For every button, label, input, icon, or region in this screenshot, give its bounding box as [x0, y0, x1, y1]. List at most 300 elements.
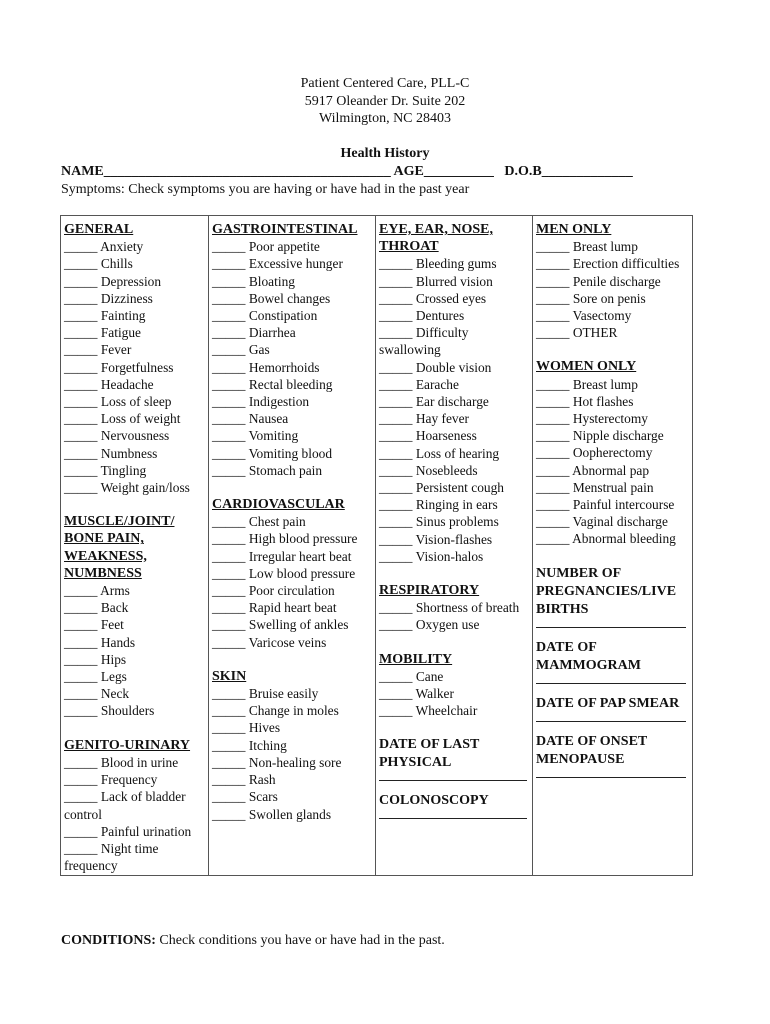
pregnancies-field[interactable] [536, 619, 686, 628]
check-blank[interactable]: _____ [379, 703, 413, 719]
check-blank[interactable]: _____ [64, 325, 98, 341]
check-blank[interactable]: _____ [64, 600, 98, 616]
item-label: Fainting [97, 308, 146, 324]
checklist-item [379, 359, 532, 376]
check-blank[interactable]: _____ [64, 634, 98, 650]
item-label: Penile discharge [569, 273, 661, 289]
item-label: Bloating [245, 273, 295, 289]
checklist-item [536, 273, 694, 290]
checklist-item [64, 376, 208, 393]
gastro-heading: GASTROINTESTINAL [212, 222, 358, 237]
checklist-item [212, 530, 375, 547]
check-blank[interactable]: _____ [64, 394, 98, 410]
checklist-item [379, 255, 532, 272]
gastro-list [212, 238, 375, 479]
column-2 [208, 216, 375, 875]
check-blank[interactable]: _____ [379, 325, 413, 341]
checklist-item [64, 273, 208, 290]
item-label: High blood pressure [245, 531, 358, 547]
check-blank[interactable]: _____ [379, 531, 413, 547]
checklist-item [64, 616, 208, 633]
check-blank[interactable]: _____ [379, 256, 413, 272]
checklist-item [64, 290, 208, 307]
check-blank[interactable]: _____ [64, 428, 98, 444]
checklist-item [379, 496, 532, 513]
dob-field[interactable]: _____________ [541, 164, 633, 179]
check-blank[interactable]: _____ [212, 531, 246, 547]
mammogram-label: DATE OF MAMMOGRAM [536, 639, 641, 673]
checklist-item [212, 616, 375, 633]
checklist-item [212, 445, 375, 462]
column-3 [375, 216, 532, 875]
item-label: Loss of sleep [97, 394, 172, 410]
muscle-heading: MUSCLE/JOINT/ BONE PAIN, WEAKNESS, NUMBNESS [64, 514, 175, 581]
item-label: Walker [412, 686, 454, 702]
skin-list [212, 685, 375, 823]
check-blank[interactable]: _____ [212, 617, 246, 633]
checklist-item [536, 376, 694, 393]
item-label: Indigestion [245, 394, 310, 410]
item-label: Chest pain [245, 514, 306, 530]
checklist-item [64, 479, 208, 496]
item-label: Oxygen use [412, 617, 480, 633]
item-label: Tingling [97, 462, 147, 478]
check-blank[interactable]: _____ [212, 634, 246, 650]
menopause-field[interactable] [536, 769, 686, 778]
item-label: Constipation [245, 308, 318, 324]
item-label: Gas [245, 342, 270, 358]
item-label: Double vision [412, 359, 492, 375]
column-1 [61, 216, 208, 875]
checklist-item [212, 359, 375, 376]
mobility-list [379, 668, 532, 720]
check-blank[interactable]: _____ [212, 514, 246, 530]
checklist-item [64, 840, 208, 874]
item-label: Vaginal discharge [569, 514, 668, 530]
item-label: Bleeding gums [412, 256, 497, 272]
checklist-item [536, 410, 694, 427]
check-blank[interactable]: _____ [536, 445, 570, 461]
item-label: Ringing in ears [412, 497, 498, 513]
genito-heading: GENITO-URINARY [64, 737, 191, 753]
skin-heading: SKIN [212, 668, 247, 684]
item-label: Low blood pressure [245, 565, 356, 581]
check-blank[interactable]: _____ [536, 479, 570, 495]
check-blank[interactable]: _____ [212, 720, 246, 736]
checklist-item [212, 255, 375, 272]
checklist-item [212, 754, 375, 771]
checklist-item [212, 685, 375, 702]
item-label: Hands [97, 634, 136, 650]
check-blank[interactable]: _____ [64, 376, 98, 392]
checklist-item [379, 531, 532, 548]
check-blank[interactable]: _____ [536, 308, 570, 324]
item-label: Loss of hearing [412, 445, 500, 461]
item-label: Ear discharge [412, 394, 489, 410]
checklist-item [212, 806, 375, 823]
check-blank[interactable]: _____ [212, 428, 246, 444]
item-label: Cane [412, 668, 444, 684]
check-blank[interactable]: _____ [64, 462, 98, 478]
check-blank[interactable]: _____ [212, 394, 246, 410]
checklist-item [212, 719, 375, 736]
men-list [536, 238, 694, 341]
checklist-item [536, 513, 694, 530]
checklist-item [212, 410, 375, 427]
checklist-item [64, 307, 208, 324]
checklist-item [64, 685, 208, 702]
respiratory-list [379, 599, 532, 633]
check-blank[interactable]: _____ [379, 617, 413, 633]
check-blank[interactable]: _____ [64, 445, 98, 461]
check-blank[interactable]: _____ [212, 686, 246, 702]
item-label: Hives [245, 720, 281, 736]
item-label: Hemorrhoids [245, 359, 320, 375]
check-blank[interactable]: _____ [379, 497, 413, 513]
check-blank[interactable]: _____ [536, 376, 570, 392]
checklist-item [64, 634, 208, 651]
check-blank[interactable]: _____ [64, 359, 98, 375]
check-blank[interactable]: _____ [64, 617, 98, 633]
check-blank[interactable]: _____ [212, 754, 246, 770]
check-blank[interactable]: _____ [379, 480, 413, 496]
check-blank[interactable]: _____ [379, 273, 413, 289]
check-blank[interactable]: _____ [64, 583, 98, 599]
checklist-item [212, 307, 375, 324]
check-blank[interactable]: _____ [64, 823, 98, 839]
checklist-item [379, 616, 532, 633]
check-blank[interactable]: _____ [64, 669, 98, 685]
checklist-item [379, 290, 532, 307]
check-blank[interactable]: _____ [64, 342, 98, 358]
check-blank[interactable]: _____ [536, 514, 570, 530]
checklist-item [536, 393, 694, 410]
check-blank[interactable]: _____ [212, 239, 246, 255]
item-label: Abnormal bleeding [569, 531, 676, 547]
item-label: Night time frequency [64, 840, 159, 874]
item-label: Nausea [245, 411, 289, 427]
item-label: Swelling of ankles [245, 617, 349, 633]
colonoscopy-field[interactable] [379, 810, 527, 819]
check-blank[interactable]: _____ [212, 789, 246, 805]
conditions-text: Check conditions you have or have had in the past. [159, 933, 445, 948]
item-label: Back [97, 600, 129, 616]
check-blank[interactable]: _____ [536, 531, 570, 547]
check-blank[interactable]: _____ [536, 256, 570, 272]
checklist-item [536, 238, 694, 255]
practice-address: 5917 Oleander Dr. Suite 202 [304, 93, 466, 109]
check-blank[interactable]: _____ [212, 325, 246, 341]
checklist-item [379, 393, 532, 410]
check-blank[interactable]: _____ [212, 737, 246, 753]
check-blank[interactable]: _____ [379, 308, 413, 324]
checklist-item [379, 513, 532, 530]
check-blank[interactable]: _____ [64, 754, 98, 770]
check-blank[interactable]: _____ [64, 480, 98, 496]
item-label: Rash [245, 772, 276, 788]
item-label: Vomiting [245, 428, 299, 444]
checklist-item [212, 634, 375, 651]
checklist-item [212, 565, 375, 582]
item-label: Nervousness [97, 428, 170, 444]
conditions-label: CONDITIONS: [61, 933, 156, 948]
item-label: Menstrual pain [569, 479, 654, 495]
check-blank[interactable]: _____ [536, 462, 570, 478]
item-label: Crossed eyes [412, 290, 487, 306]
last-physical-field[interactable] [379, 772, 527, 781]
checklist-item [212, 462, 375, 479]
item-label: Hoarseness [412, 428, 477, 444]
item-label: Scars [245, 789, 278, 805]
checklist-item [379, 273, 532, 290]
item-label: Vision-flashes [412, 531, 493, 547]
item-label: OTHER [569, 325, 618, 341]
item-label: Vasectomy [569, 308, 632, 324]
symptoms-instructions: Symptoms: Check symptoms you are having or have had in the past year [61, 182, 470, 197]
item-label: Breast lump [569, 239, 638, 255]
checklist-item [64, 599, 208, 616]
item-label: Vomiting blood [245, 445, 333, 461]
check-blank[interactable]: _____ [379, 445, 413, 461]
general-list [64, 238, 208, 496]
item-label: Sinus problems [412, 514, 499, 530]
dob-label: D.O.B [504, 164, 542, 179]
checklist-item [379, 410, 532, 427]
item-label: Bowel changes [245, 290, 331, 306]
checklist-item [536, 462, 694, 479]
checklist-item [212, 788, 375, 805]
item-label: Shortness of breath [412, 600, 520, 616]
check-blank[interactable]: _____ [212, 256, 246, 272]
checklist-item [64, 582, 208, 599]
check-blank[interactable]: _____ [212, 772, 246, 788]
check-blank[interactable]: _____ [212, 342, 246, 358]
item-label: Lack of bladder control [64, 789, 186, 822]
check-blank[interactable]: _____ [212, 445, 246, 461]
check-blank[interactable]: _____ [64, 239, 98, 255]
check-blank[interactable]: _____ [64, 290, 98, 306]
item-label: Poor circulation [245, 583, 335, 599]
checklist-item [64, 754, 208, 771]
item-label: Erection difficulties [569, 256, 680, 272]
checklist-item [212, 273, 375, 290]
check-blank[interactable]: _____ [536, 290, 570, 306]
checklist-item [64, 651, 208, 668]
check-blank[interactable]: _____ [64, 703, 98, 719]
checklist-item [212, 771, 375, 788]
item-label: Weight gain/loss [97, 480, 190, 496]
item-label: Sore on penis [569, 290, 646, 306]
check-blank[interactable]: _____ [536, 393, 570, 409]
check-blank[interactable]: _____ [64, 651, 98, 667]
check-blank[interactable]: _____ [212, 359, 246, 375]
checklist-item [379, 376, 532, 393]
item-label: Stomach pain [245, 462, 323, 478]
check-blank[interactable]: _____ [64, 308, 98, 324]
check-blank[interactable]: _____ [212, 583, 246, 599]
checklist-item [379, 427, 532, 444]
item-label: Fever [97, 342, 132, 358]
women-heading: WOMEN ONLY [536, 359, 637, 375]
check-blank[interactable]: _____ [212, 806, 246, 822]
checklist-item [536, 324, 694, 341]
check-blank[interactable]: _____ [212, 376, 246, 392]
check-blank[interactable]: _____ [379, 600, 413, 616]
pap-smear-field[interactable] [536, 713, 686, 722]
item-label: Itching [245, 737, 287, 753]
patient-id-line [61, 163, 633, 180]
item-label: Earache [412, 376, 459, 392]
checklist-item [64, 462, 208, 479]
general-heading: GENERAL [64, 222, 134, 237]
item-label: Feet [97, 617, 124, 633]
checklist-item [379, 462, 532, 479]
item-label: Anxiety [97, 239, 144, 255]
checklist-item [64, 427, 208, 444]
item-label: Hysterectomy [569, 411, 648, 427]
checklist-item [64, 255, 208, 272]
check-blank[interactable]: _____ [212, 290, 246, 306]
checklist-item [212, 513, 375, 530]
item-label: Loss of weight [97, 411, 181, 427]
women-list [536, 376, 694, 548]
checklist-item [64, 788, 208, 822]
check-blank[interactable]: _____ [212, 548, 246, 564]
checklist-item [212, 376, 375, 393]
checklist-item [212, 290, 375, 307]
cardio-heading: CARDIOVASCULAR [212, 497, 345, 513]
item-label: Chills [97, 256, 133, 272]
checklist-item [64, 359, 208, 376]
check-blank[interactable]: _____ [379, 359, 413, 375]
check-blank[interactable]: _____ [212, 703, 246, 719]
age-field[interactable]: __________ [423, 164, 494, 179]
item-label: Depression [97, 273, 162, 289]
respiratory-heading: RESPIRATORY [379, 583, 480, 599]
check-blank[interactable]: _____ [212, 565, 246, 581]
page-title: Health History [340, 146, 430, 161]
item-label: Legs [97, 669, 127, 685]
checklist-item [379, 548, 532, 565]
checklist-item [64, 668, 208, 685]
item-label: Painful intercourse [569, 497, 675, 513]
practice-header [0, 75, 770, 128]
checklist-item [64, 324, 208, 341]
item-label: Frequency [97, 772, 158, 788]
checklist-item [212, 548, 375, 565]
checklist-item [64, 823, 208, 840]
checklist-item [379, 479, 532, 496]
item-label: Dentures [412, 308, 465, 324]
men-heading: MEN ONLY [536, 222, 612, 237]
check-blank[interactable]: _____ [64, 840, 98, 856]
check-blank[interactable]: _____ [64, 772, 98, 788]
checklist-item [64, 238, 208, 255]
checklist-item [379, 307, 532, 324]
check-blank[interactable]: _____ [379, 462, 413, 478]
check-blank[interactable]: _____ [379, 290, 413, 306]
check-blank[interactable]: _____ [212, 600, 246, 616]
item-label: Hay fever [412, 411, 469, 427]
check-blank[interactable]: _____ [64, 411, 98, 427]
check-blank[interactable]: _____ [379, 514, 413, 530]
checklist-item [212, 393, 375, 410]
item-label: Rapid heart beat [245, 600, 337, 616]
item-label: Shoulders [97, 703, 155, 719]
ent-list [379, 255, 532, 565]
check-blank[interactable]: _____ [64, 256, 98, 272]
item-label: Numbness [97, 445, 158, 461]
column-4 [532, 216, 694, 875]
check-blank[interactable]: _____ [379, 686, 413, 702]
item-label: Hot flashes [569, 393, 634, 409]
age-label: AGE [393, 164, 424, 179]
check-blank[interactable]: _____ [536, 325, 570, 341]
mammogram-field[interactable] [536, 675, 686, 684]
check-blank[interactable]: _____ [379, 548, 413, 564]
check-blank[interactable]: _____ [536, 411, 570, 427]
check-blank[interactable]: _____ [379, 668, 413, 684]
item-label: Wheelchair [412, 703, 478, 719]
item-label: Arms [97, 583, 130, 599]
muscle-list [64, 582, 208, 720]
checklist-item [536, 255, 694, 272]
checklist-item [212, 238, 375, 255]
item-label: Blood in urine [97, 754, 179, 770]
item-label: Bruise easily [245, 686, 319, 702]
check-blank[interactable]: _____ [536, 273, 570, 289]
check-blank[interactable]: _____ [536, 428, 570, 444]
checklist-item [536, 496, 694, 513]
check-blank[interactable]: _____ [379, 411, 413, 427]
checklist-item [212, 427, 375, 444]
checklist-item [379, 599, 532, 616]
check-blank[interactable]: _____ [212, 308, 246, 324]
checklist-item [212, 737, 375, 754]
checklist-item [379, 685, 532, 702]
item-label: Change in moles [245, 703, 339, 719]
item-label: Fatigue [97, 325, 141, 341]
checklist-item [379, 324, 532, 358]
checklist-item [64, 341, 208, 358]
check-blank[interactable]: _____ [64, 273, 98, 289]
check-blank[interactable]: _____ [536, 239, 570, 255]
item-label: Vision-halos [412, 548, 484, 564]
check-blank[interactable]: _____ [64, 686, 98, 702]
check-blank[interactable]: _____ [64, 789, 98, 805]
check-blank[interactable]: _____ [212, 273, 246, 289]
name-field[interactable]: _________________________________________ [103, 164, 391, 179]
item-label: Excessive hunger [245, 256, 343, 272]
checklist-item [536, 290, 694, 307]
checklist-item [64, 445, 208, 462]
check-blank[interactable]: _____ [379, 428, 413, 444]
practice-city: Wilmington, NC 28403 [318, 111, 452, 127]
item-label: Oopherectomy [569, 445, 653, 461]
item-label: Persistent cough [412, 480, 504, 496]
check-blank[interactable]: _____ [212, 462, 246, 478]
mobility-heading: MOBILITY [379, 651, 453, 667]
check-blank[interactable]: _____ [379, 376, 413, 392]
check-blank[interactable]: _____ [212, 411, 246, 427]
checklist-item [536, 530, 694, 547]
check-blank[interactable]: _____ [536, 497, 570, 513]
name-label: NAME [61, 164, 104, 179]
item-label: Breast lump [569, 376, 638, 392]
item-label: Swollen glands [245, 806, 332, 822]
item-label: Difficulty swallowing [379, 325, 469, 358]
check-blank[interactable]: _____ [379, 394, 413, 410]
